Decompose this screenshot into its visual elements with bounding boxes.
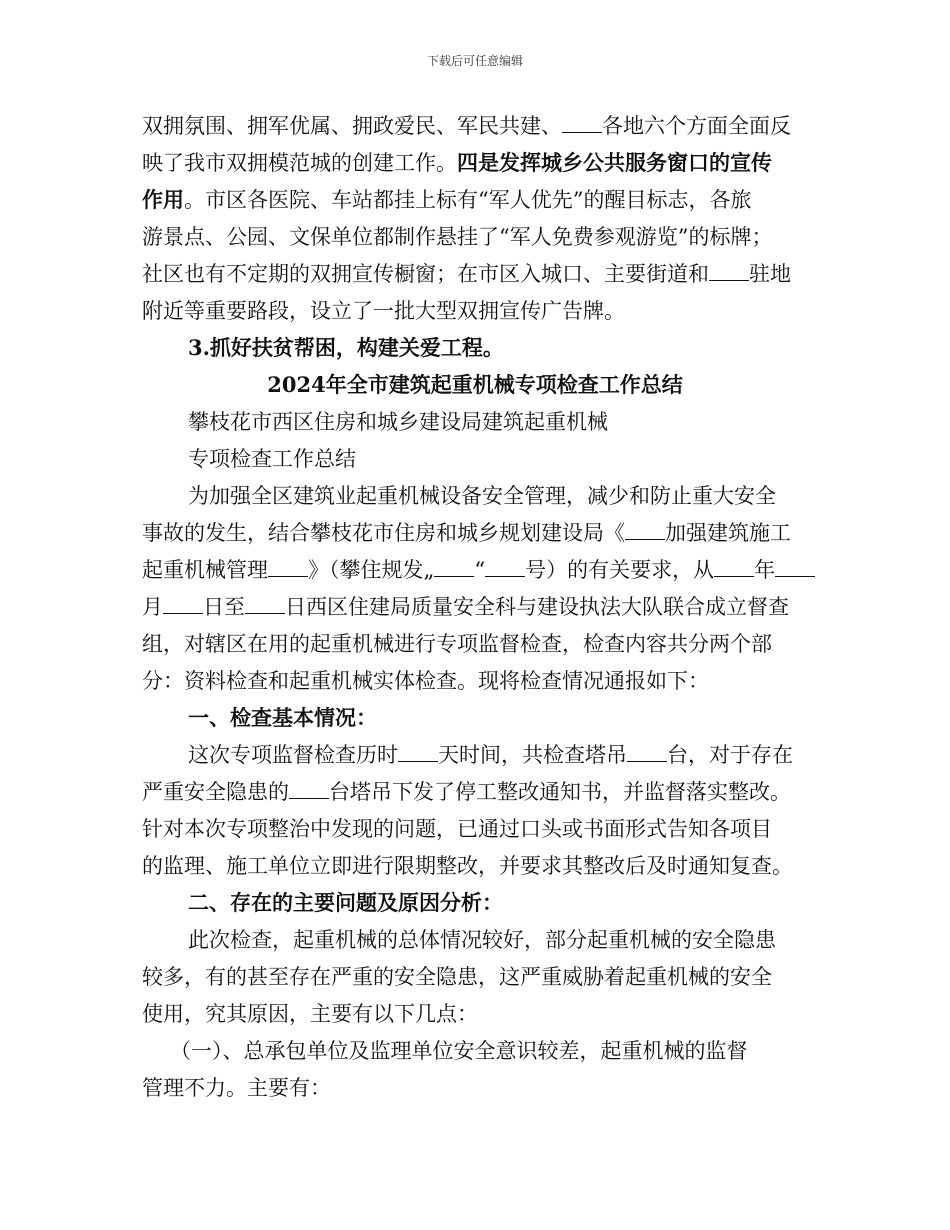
document-title: 2024年全市建筑起重机械专项检查工作总结 bbox=[267, 372, 683, 397]
fill-blank bbox=[625, 521, 665, 540]
text-line: 起重机械管理 》（攀住规发„ “ 号）的有关要求，从 年 bbox=[142, 556, 815, 584]
text-line: 作用。市区各医院、车站都挂上标有“军人优先”的醒目标志，各旅 bbox=[142, 187, 752, 212]
fill-blank bbox=[709, 262, 749, 281]
text-line: 组，对辖区在用的起重机械进行专项监督检查，检查内容共分两个部 bbox=[142, 632, 772, 656]
text-line: 管理不力。主要有： bbox=[142, 1076, 331, 1100]
text-line: 严重安全隐患的 台塔吊下发了停工整改通知书，并监督落实整改。 bbox=[142, 780, 791, 804]
fill-blank bbox=[289, 780, 329, 799]
fill-blank bbox=[245, 595, 285, 614]
text-line: 针对本次专项整治中发现的问题，已通过口头或书面形式告知各项目 bbox=[142, 817, 772, 841]
text-line: 月 日至 日西区住建局质量安全科与建设执法大队联合成立督查 bbox=[142, 595, 789, 619]
fill-blank bbox=[562, 114, 602, 133]
fill-blank bbox=[163, 595, 203, 614]
fill-blank bbox=[268, 558, 308, 577]
text-line: 事故的发生，结合攀枝花市住房和城乡规划建设局《 加强建筑施工 bbox=[142, 521, 791, 545]
text-line: 分：资料检查和起重机械实体检查。现将检查情况通报如下： bbox=[142, 669, 709, 693]
text-line: 游景点、公园、文保单位都制作悬挂了“军人免费参观游览”的标牌； bbox=[142, 225, 773, 249]
fill-blank bbox=[714, 558, 754, 577]
text-line: 较多，有的甚至存在严重的安全隐患，这严重威胁着起重机械的安全 bbox=[142, 965, 772, 989]
text-line: 为加强全区建筑业起重机械设备安全管理，减少和防止重大安全 bbox=[188, 484, 776, 508]
subtitle-line: 攀枝花市西区住房和城乡建设局建筑起重机械 bbox=[188, 410, 608, 434]
section-item-3: 3.抓好扶贫帮困，构建关爱工程。 bbox=[188, 335, 504, 360]
fill-blank bbox=[485, 558, 525, 577]
text-line: 使用，究其原因，主要有以下几点： bbox=[142, 1002, 478, 1026]
text-line: 此次检查，起重机械的总体情况较好，部分起重机械的安全隐患 bbox=[188, 928, 776, 952]
fill-blank bbox=[627, 743, 667, 762]
fill-blank bbox=[398, 743, 438, 762]
section-heading-1: 一、检查基本情况： bbox=[188, 705, 377, 730]
text-line: 双拥氛围、拥军优属、拥政爱民、军民共建、 各地六个方面全面反 bbox=[142, 114, 791, 138]
text-line: 这次专项监督检查历时 天时间，共检查塔吊 台，对于存在 bbox=[188, 743, 793, 767]
page-header: 下载后可任意编辑 bbox=[426, 54, 523, 68]
text-line: 社区也有不定期的双拥宣传橱窗；在市区入城口、主要街道和 驻地 bbox=[142, 262, 791, 286]
fill-blank bbox=[775, 558, 815, 577]
text-line: 映了我市双拥模范城的创建工作。四是发挥城乡公共服务窗口的宣传 bbox=[142, 150, 772, 175]
fill-blank bbox=[434, 558, 474, 577]
text-line: 的监理、施工单位立即进行限期整改，并要求其整改后及时通知复查。 bbox=[142, 854, 793, 878]
subtitle-line: 专项检查工作总结 bbox=[188, 447, 356, 471]
bold-emphasis: 四是发挥城乡公共服务窗口的宣传 bbox=[457, 150, 772, 175]
text-line: （一）、总承包单位及监理单位安全意识较差，起重机械的监督 bbox=[170, 1039, 748, 1063]
section-heading-2: 二、存在的主要问题及原因分析： bbox=[188, 890, 503, 915]
text-line: 附近等重要路段，设立了一批大型双拥宣传广告牌。 bbox=[142, 299, 625, 323]
bold-emphasis: 作用 bbox=[142, 187, 184, 212]
